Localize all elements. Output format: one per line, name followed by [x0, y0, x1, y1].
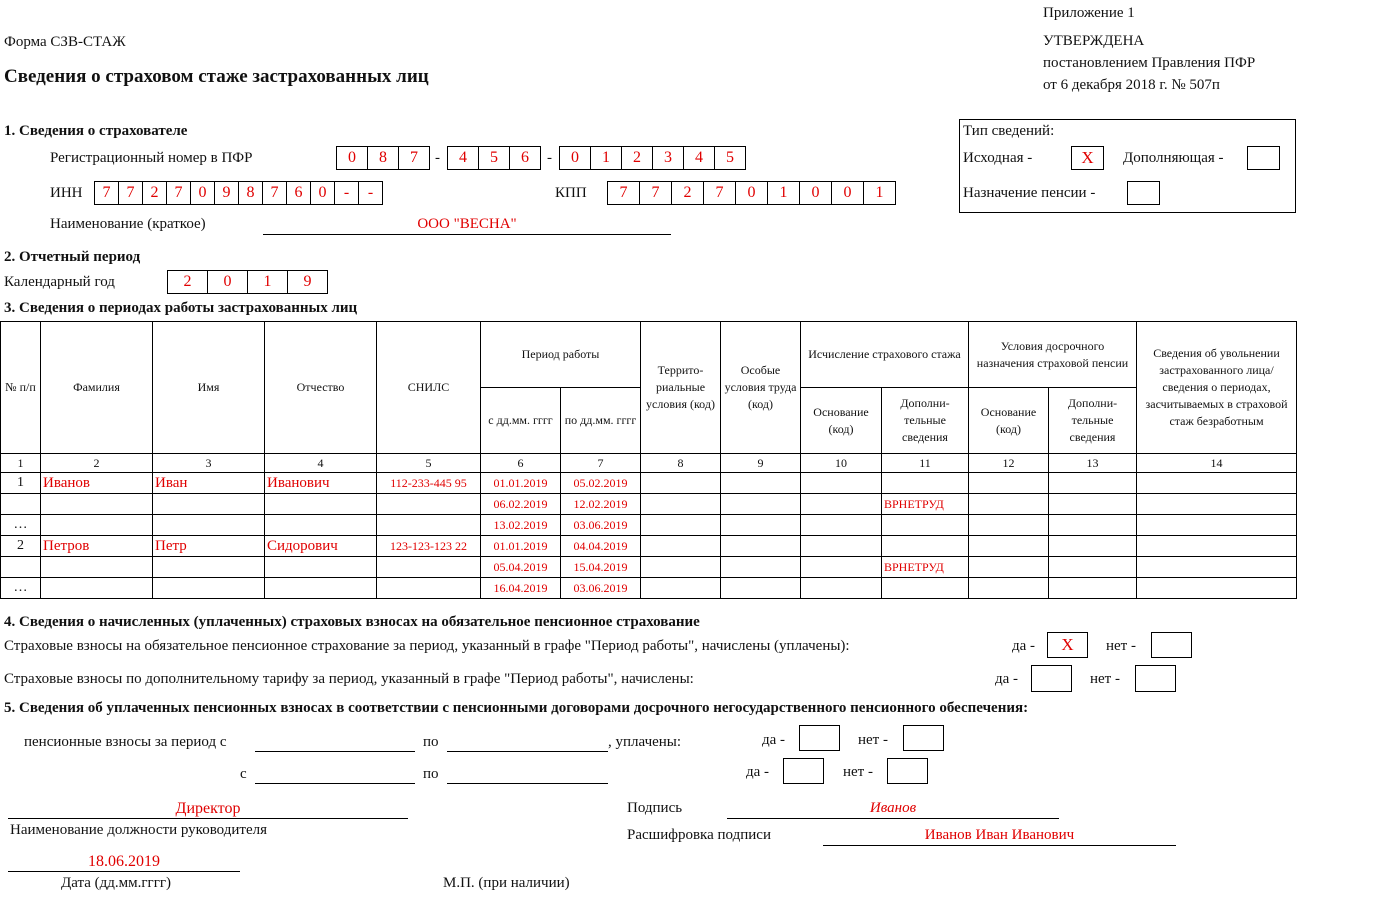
col-number: 5	[377, 454, 481, 473]
row-basis[interactable]	[801, 557, 882, 578]
org-name-value[interactable]: ООО "ВЕСНА"	[417, 216, 517, 232]
row-snils[interactable]	[377, 494, 481, 515]
kpp-digit[interactable]: 1	[767, 181, 800, 205]
col-number: 10	[801, 454, 882, 473]
inn-digit[interactable]: 2	[142, 181, 167, 205]
inn-digit[interactable]: 7	[166, 181, 191, 205]
reg-digit[interactable]: 4	[683, 146, 715, 170]
period1-to-field[interactable]	[447, 734, 608, 752]
initial-checkbox[interactable]: X	[1071, 146, 1104, 170]
inn-digit[interactable]: 6	[286, 181, 311, 205]
s5-no-label: нет -	[858, 732, 888, 748]
kpp-digit[interactable]: 1	[863, 181, 896, 205]
row-patronymic[interactable]: Сидорович	[265, 536, 377, 557]
col-number: 12	[969, 454, 1049, 473]
line2-no-label: нет -	[1090, 671, 1120, 687]
row-to[interactable]: 05.02.2019	[561, 473, 641, 494]
row-dismissal[interactable]	[1137, 473, 1297, 494]
row-extra[interactable]: ВРНЕТРУД	[882, 557, 969, 578]
table-row	[1, 536, 1297, 557]
row-patronymic[interactable]	[265, 515, 377, 536]
col-number: 13	[1049, 454, 1137, 473]
row-dismissal[interactable]	[1137, 515, 1297, 536]
row-snils[interactable]: 112-233-445 95	[377, 473, 481, 494]
period1-by-label: по	[423, 734, 439, 750]
table-row	[1, 578, 1297, 599]
row-basis2[interactable]	[969, 536, 1049, 557]
row-surname[interactable]	[41, 578, 153, 599]
row-surname[interactable]	[41, 494, 153, 515]
section3-title: 3. Сведения о периодах работы застрахованных лиц	[4, 300, 358, 316]
line1-no-checkbox[interactable]	[1151, 632, 1192, 658]
inn-digit[interactable]: 0	[310, 181, 335, 205]
row-territorial[interactable]	[641, 536, 721, 557]
reg-dash: -	[435, 150, 440, 166]
reg-digit[interactable]: 5	[478, 146, 510, 170]
initial-label: Исходная -	[963, 150, 1033, 166]
row-from[interactable]: 01.01.2019	[481, 473, 561, 494]
inn-digit[interactable]: 7	[262, 181, 287, 205]
col-number: 4	[265, 454, 377, 473]
th-basis2: Основание (код)	[969, 388, 1049, 454]
th-num: № п/п	[1, 322, 41, 454]
th-patronymic: Отчество	[265, 322, 377, 454]
year-digit[interactable]: 9	[287, 270, 328, 294]
th-name: Имя	[153, 322, 265, 454]
s5-line1-no-checkbox[interactable]	[903, 725, 944, 751]
row-num: 2	[1, 536, 41, 557]
reg-dash: -	[547, 150, 552, 166]
row-name[interactable]	[153, 557, 265, 578]
th-surname: Фамилия	[41, 322, 153, 454]
row-surname[interactable]	[41, 515, 153, 536]
th-to: по дд.мм. гггг	[561, 388, 641, 454]
row-dismissal[interactable]	[1137, 557, 1297, 578]
kpp-digit[interactable]: 0	[735, 181, 768, 205]
reg-digit[interactable]: 0	[336, 146, 368, 170]
reg-number-label: Регистрационный номер в ПФР	[50, 150, 253, 166]
row-patronymic[interactable]: Иванович	[265, 473, 377, 494]
s5-line2-yes-checkbox[interactable]	[783, 758, 824, 784]
kpp-digit[interactable]: 7	[639, 181, 672, 205]
approved-by: постановлением Правления ПФР	[1043, 55, 1256, 71]
row-special[interactable]	[721, 473, 801, 494]
table-row	[1, 515, 1297, 536]
col-number: 9	[721, 454, 801, 473]
col-number: 2	[41, 454, 153, 473]
row-extra[interactable]	[882, 578, 969, 599]
row-extra2[interactable]	[1049, 557, 1137, 578]
s5-yes-label: да -	[762, 732, 786, 748]
period2-from-label: с	[240, 766, 247, 782]
inn-digit[interactable]: -	[334, 181, 359, 205]
line2-yes-label: да -	[995, 671, 1019, 687]
th-period: Период работы	[481, 322, 641, 388]
reg-digit[interactable]: 2	[621, 146, 653, 170]
row-snils[interactable]	[377, 578, 481, 599]
row-basis[interactable]	[801, 536, 882, 557]
col-number: 7	[561, 454, 641, 473]
signature-value[interactable]: Иванов	[869, 800, 917, 816]
inn-digit[interactable]: -	[358, 181, 383, 205]
s5-yes-label: да -	[746, 764, 770, 780]
reg-group2	[447, 146, 541, 170]
approved-label: УТВЕРЖДЕНА	[1043, 33, 1145, 49]
kpp-digit[interactable]: 7	[607, 181, 640, 205]
row-to[interactable]: 03.06.2019	[561, 515, 641, 536]
row-extra[interactable]	[882, 473, 969, 494]
row-basis2[interactable]	[969, 473, 1049, 494]
table-row	[1, 494, 1297, 515]
row-extra[interactable]	[882, 536, 969, 557]
th-basis: Основание (код)	[801, 388, 882, 454]
contrib-line2: Страховые взносы по дополнительному тарифу за период, указанный в графе "Период работы", начислены:	[4, 671, 694, 687]
th-early: Условия досрочного назначения страховой пенсии	[969, 322, 1137, 388]
kpp-cells	[607, 181, 896, 205]
th-from: с дд.мм. гггг	[481, 388, 561, 454]
th-calc: Исчисление страхового стажа	[801, 322, 969, 388]
form-name: Форма СЗВ-СТАЖ	[4, 34, 126, 50]
inn-digit[interactable]: 0	[190, 181, 215, 205]
line2-no-checkbox[interactable]	[1135, 665, 1176, 692]
period2-from-field[interactable]	[255, 766, 415, 784]
contrib-line1: Страховые взносы на обязательное пенсионное страхование за период, указанный в графе "Период работы", начислены (уплачены):	[4, 638, 850, 654]
row-dismissal[interactable]	[1137, 494, 1297, 515]
supplementary-checkbox[interactable]	[1247, 146, 1280, 170]
decoding-label: Расшифровка подписи	[627, 827, 771, 843]
row-extra2[interactable]	[1049, 494, 1137, 515]
row-from[interactable]: 06.02.2019	[481, 494, 561, 515]
row-basis[interactable]	[801, 494, 882, 515]
row-patronymic[interactable]	[265, 494, 377, 515]
col-number: 6	[481, 454, 561, 473]
kpp-digit[interactable]: 2	[671, 181, 704, 205]
col-number: 3	[153, 454, 265, 473]
reg-digit[interactable]: 4	[447, 146, 479, 170]
row-name[interactable]	[153, 515, 265, 536]
reg-digit[interactable]: 3	[652, 146, 684, 170]
col-number: 1	[1, 454, 41, 473]
col-number: 14	[1137, 454, 1297, 473]
kpp-digit[interactable]: 0	[799, 181, 832, 205]
line1-yes-label: да -	[1012, 638, 1036, 654]
row-territorial[interactable]	[641, 557, 721, 578]
th-special: Особые условия труда (код)	[721, 322, 801, 454]
row-extra2[interactable]	[1049, 536, 1137, 557]
row-from[interactable]: 13.02.2019	[481, 515, 561, 536]
row-territorial[interactable]	[641, 494, 721, 515]
row-name[interactable]: Петр	[153, 536, 265, 557]
inn-digit[interactable]: 9	[214, 181, 239, 205]
row-extra2[interactable]	[1049, 578, 1137, 599]
row-dismissal[interactable]	[1137, 536, 1297, 557]
row-snils[interactable]	[377, 515, 481, 536]
row-special[interactable]	[721, 515, 801, 536]
row-dismissal[interactable]	[1137, 578, 1297, 599]
line1-yes-checkbox[interactable]: X	[1047, 632, 1088, 658]
row-to[interactable]: 12.02.2019	[561, 494, 641, 515]
reg-digit[interactable]: 8	[367, 146, 399, 170]
section5-title: 5. Сведения об уплаченных пенсионных взносах в соответствии с пенсионными договорами досрочного негосударственного пенсионного обеспечения:	[4, 700, 1029, 716]
decoding-value[interactable]: Иванов Иван Иванович	[924, 827, 1075, 843]
th-extra2: Дополни- тельные сведения	[1049, 388, 1137, 454]
line2-yes-checkbox[interactable]	[1031, 665, 1072, 692]
reg-group1	[336, 146, 430, 170]
row-special[interactable]	[721, 494, 801, 515]
year-digit[interactable]: 1	[247, 270, 288, 294]
row-basis2[interactable]	[969, 578, 1049, 599]
row-num: …	[1, 578, 41, 599]
row-extra[interactable]: ВРНЕТРУД	[882, 494, 969, 515]
table-row	[1, 473, 1297, 494]
pension-label: Назначение пенсии -	[963, 185, 1096, 201]
work-periods-table	[0, 321, 1297, 599]
page-title: Сведения о страховом стаже застрахованных лиц	[4, 66, 429, 87]
year-label: Календарный год	[4, 274, 115, 290]
reg-digit[interactable]: 5	[714, 146, 746, 170]
inn-label: ИНН	[50, 185, 83, 201]
section4-title: 4. Сведения о начисленных (уплаченных) страховых взносах на обязательное пенсионное страхование	[4, 614, 700, 630]
row-basis2[interactable]	[969, 557, 1049, 578]
kpp-digit[interactable]: 0	[831, 181, 864, 205]
s5-line2-no-checkbox[interactable]	[887, 758, 928, 784]
row-name[interactable]	[153, 494, 265, 515]
row-surname[interactable]	[41, 557, 153, 578]
supplementary-label: Дополняющая -	[1123, 150, 1224, 166]
col-number: 8	[641, 454, 721, 473]
row-snils[interactable]: 123-123-123 22	[377, 536, 481, 557]
reg-digit[interactable]: 7	[398, 146, 430, 170]
row-to[interactable]: 04.04.2019	[561, 536, 641, 557]
row-num	[1, 557, 41, 578]
line1-no-label: нет -	[1106, 638, 1136, 654]
period2-to-field[interactable]	[447, 766, 608, 784]
section1-title: 1. Сведения о страхователе	[4, 123, 188, 139]
row-special[interactable]	[721, 578, 801, 599]
row-num: …	[1, 515, 41, 536]
row-basis[interactable]	[801, 515, 882, 536]
approved-date: от 6 декабря 2018 г. № 507п	[1043, 77, 1220, 93]
row-snils[interactable]	[377, 557, 481, 578]
inn-cells	[94, 181, 383, 205]
kpp-label: КПП	[555, 185, 587, 201]
th-snils: СНИЛС	[377, 322, 481, 454]
reg-digit[interactable]: 1	[590, 146, 622, 170]
row-extra2[interactable]	[1049, 473, 1137, 494]
reg-digit[interactable]: 6	[509, 146, 541, 170]
s5-line1-yes-checkbox[interactable]	[799, 725, 840, 751]
position-value[interactable]: Директор	[175, 800, 241, 817]
inn-digit[interactable]: 7	[94, 181, 119, 205]
signature-label: Подпись	[627, 800, 683, 816]
position-label: Наименование должности руководителя	[10, 822, 268, 838]
row-surname[interactable]: Петров	[41, 536, 153, 557]
row-territorial[interactable]	[641, 473, 721, 494]
row-to[interactable]: 15.04.2019	[561, 557, 641, 578]
row-from[interactable]: 05.04.2019	[481, 557, 561, 578]
row-num	[1, 494, 41, 515]
section2-title: 2. Отчетный период	[4, 249, 141, 265]
th-extra: Дополни- тельные сведения	[882, 388, 969, 454]
row-from[interactable]: 16.04.2019	[481, 578, 561, 599]
th-dismissal: Сведения об увольнении застрахованного лица/ сведения о периодах, засчитываемых в страховой стаж безработным	[1137, 322, 1297, 454]
row-num: 1	[1, 473, 41, 494]
s5-no-label: нет -	[843, 764, 873, 780]
org-name-label: Наименование (краткое)	[50, 216, 206, 232]
pension-period-label: пенсионные взносы за период с	[24, 734, 227, 750]
year-digit[interactable]: 0	[207, 270, 248, 294]
row-special[interactable]	[721, 557, 801, 578]
row-basis2[interactable]	[969, 515, 1049, 536]
info-type-title: Тип сведений:	[963, 123, 1055, 139]
row-basis2[interactable]	[969, 494, 1049, 515]
row-to[interactable]: 03.06.2019	[561, 578, 641, 599]
table-row	[1, 557, 1297, 578]
kpp-digit[interactable]: 7	[703, 181, 736, 205]
inn-digit[interactable]: 8	[238, 181, 263, 205]
row-basis[interactable]	[801, 473, 882, 494]
paid-label: , уплачены:	[608, 734, 682, 750]
reg-group3	[559, 146, 746, 170]
appendix-label: Приложение 1	[1043, 5, 1135, 21]
row-territorial[interactable]	[641, 515, 721, 536]
stamp-label: М.П. (при наличии)	[443, 875, 570, 891]
th-territorial: Террито- риальные условия (код)	[641, 322, 721, 454]
date-value[interactable]: 18.06.2019	[88, 853, 160, 870]
col-number: 11	[882, 454, 969, 473]
row-extra2[interactable]	[1049, 515, 1137, 536]
row-extra[interactable]	[882, 515, 969, 536]
inn-digit[interactable]: 7	[118, 181, 143, 205]
reg-digit[interactable]: 0	[559, 146, 591, 170]
row-patronymic[interactable]	[265, 557, 377, 578]
year-digit[interactable]: 2	[167, 270, 208, 294]
period2-by-label: по	[423, 766, 439, 782]
row-special[interactable]	[721, 536, 801, 557]
row-patronymic[interactable]	[265, 578, 377, 599]
date-label: Дата (дд.мм.гггг)	[61, 875, 171, 891]
year-cells	[167, 270, 328, 294]
row-basis[interactable]	[801, 578, 882, 599]
row-territorial[interactable]	[641, 578, 721, 599]
row-name[interactable]	[153, 578, 265, 599]
period1-from-field[interactable]	[255, 734, 415, 752]
row-from[interactable]: 01.01.2019	[481, 536, 561, 557]
row-name[interactable]: Иван	[153, 473, 265, 494]
pension-checkbox[interactable]	[1127, 181, 1160, 205]
row-surname[interactable]: Иванов	[41, 473, 153, 494]
